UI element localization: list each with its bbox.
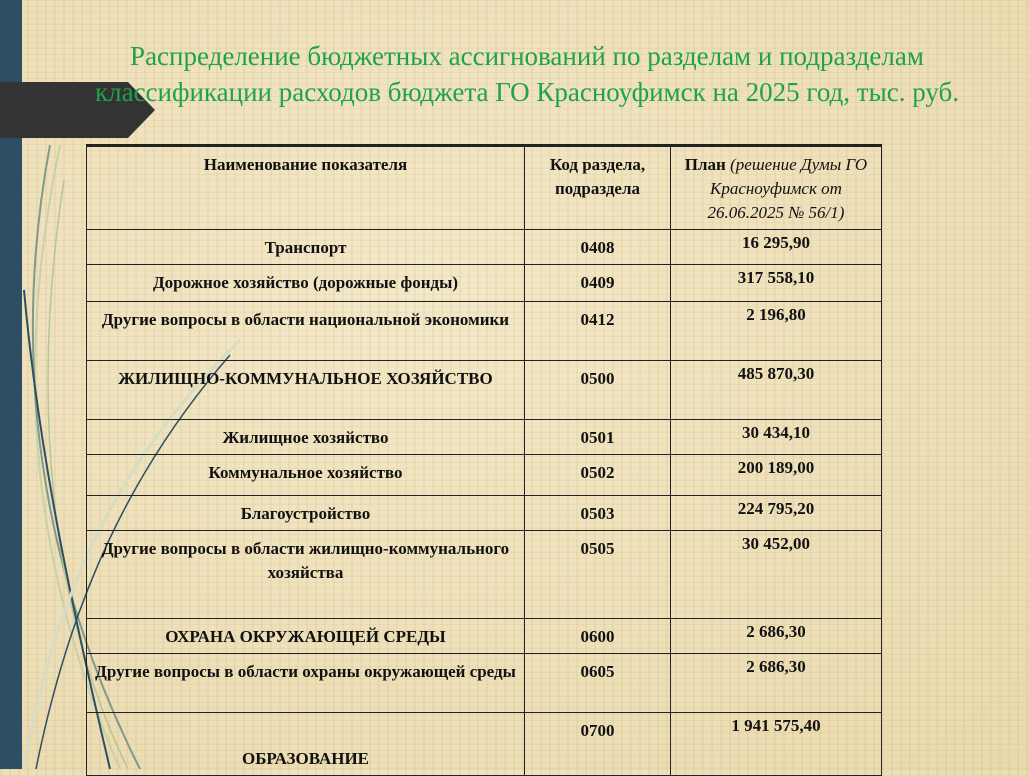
row-plan: 200 189,00 bbox=[671, 455, 882, 496]
row-name: Другие вопросы в области охраны окружающей среды bbox=[87, 654, 525, 713]
row-code: 0408 bbox=[525, 230, 671, 265]
row-name: ОХРАНА ОКРУЖАЮЩЕЙ СРЕДЫ bbox=[87, 619, 525, 654]
row-name: Благоустройство bbox=[87, 496, 525, 531]
row-name: Транспорт bbox=[87, 230, 525, 265]
row-plan: 485 870,30 bbox=[671, 361, 882, 420]
table-row bbox=[87, 531, 882, 619]
row-code: 0503 bbox=[525, 496, 671, 531]
table-row bbox=[87, 455, 882, 496]
budget-table bbox=[86, 144, 882, 776]
header-plan-note: (решение Думы ГО Красноуфимск от 26.06.2025 № 56/1) bbox=[707, 155, 868, 222]
row-code: 0605 bbox=[525, 654, 671, 713]
row-code: 0505 bbox=[525, 531, 671, 619]
row-plan: 2 686,30 bbox=[671, 619, 882, 654]
header-name: Наименование показателя bbox=[87, 146, 525, 230]
row-code: 0500 bbox=[525, 361, 671, 420]
row-name: ОБРАЗОВАНИЕ bbox=[87, 713, 525, 776]
row-name: Коммунальное хозяйство bbox=[87, 455, 525, 496]
table-row bbox=[87, 496, 882, 531]
table-row bbox=[87, 361, 882, 420]
row-name: Другие вопросы в области национальной экономики bbox=[87, 302, 525, 361]
row-code: 0409 bbox=[525, 265, 671, 302]
table-row bbox=[87, 265, 882, 302]
header-code: Код раздела, подраздела bbox=[525, 146, 671, 230]
row-code: 0412 bbox=[525, 302, 671, 361]
row-plan: 16 295,90 bbox=[671, 230, 882, 265]
table-row bbox=[87, 619, 882, 654]
row-plan: 30 434,10 bbox=[671, 420, 882, 455]
row-plan: 317 558,10 bbox=[671, 265, 882, 302]
row-plan: 2 686,30 bbox=[671, 654, 882, 713]
row-name: Другие вопросы в области жилищно-коммунального хозяйства bbox=[87, 531, 525, 619]
row-code: 0502 bbox=[525, 455, 671, 496]
row-name: Жилищное хозяйство bbox=[87, 420, 525, 455]
table-row bbox=[87, 230, 882, 265]
table-header-row bbox=[87, 146, 882, 230]
row-name: Дорожное хозяйство (дорожные фонды) bbox=[87, 265, 525, 302]
row-plan: 224 795,20 bbox=[671, 496, 882, 531]
row-code: 0501 bbox=[525, 420, 671, 455]
row-name: ЖИЛИЩНО-КОММУНАЛЬНОЕ ХОЗЯЙСТВО bbox=[87, 361, 525, 420]
table-row bbox=[87, 302, 882, 361]
row-code: 0600 bbox=[525, 619, 671, 654]
row-code: 0700 bbox=[525, 713, 671, 776]
row-plan: 30 452,00 bbox=[671, 531, 882, 619]
header-plan bbox=[671, 146, 882, 230]
table-row bbox=[87, 713, 882, 776]
table-row bbox=[87, 654, 882, 713]
slide-title: Распределение бюджетных ассигнований по разделам и подразделам классификации расходов бюджета ГО Красноуфимск на 2025 год, тыс. руб. bbox=[95, 41, 959, 107]
row-plan: 2 196,80 bbox=[671, 302, 882, 361]
table-row bbox=[87, 420, 882, 455]
row-plan: 1 941 575,40 bbox=[671, 713, 882, 776]
header-plan-label: План bbox=[684, 155, 726, 174]
